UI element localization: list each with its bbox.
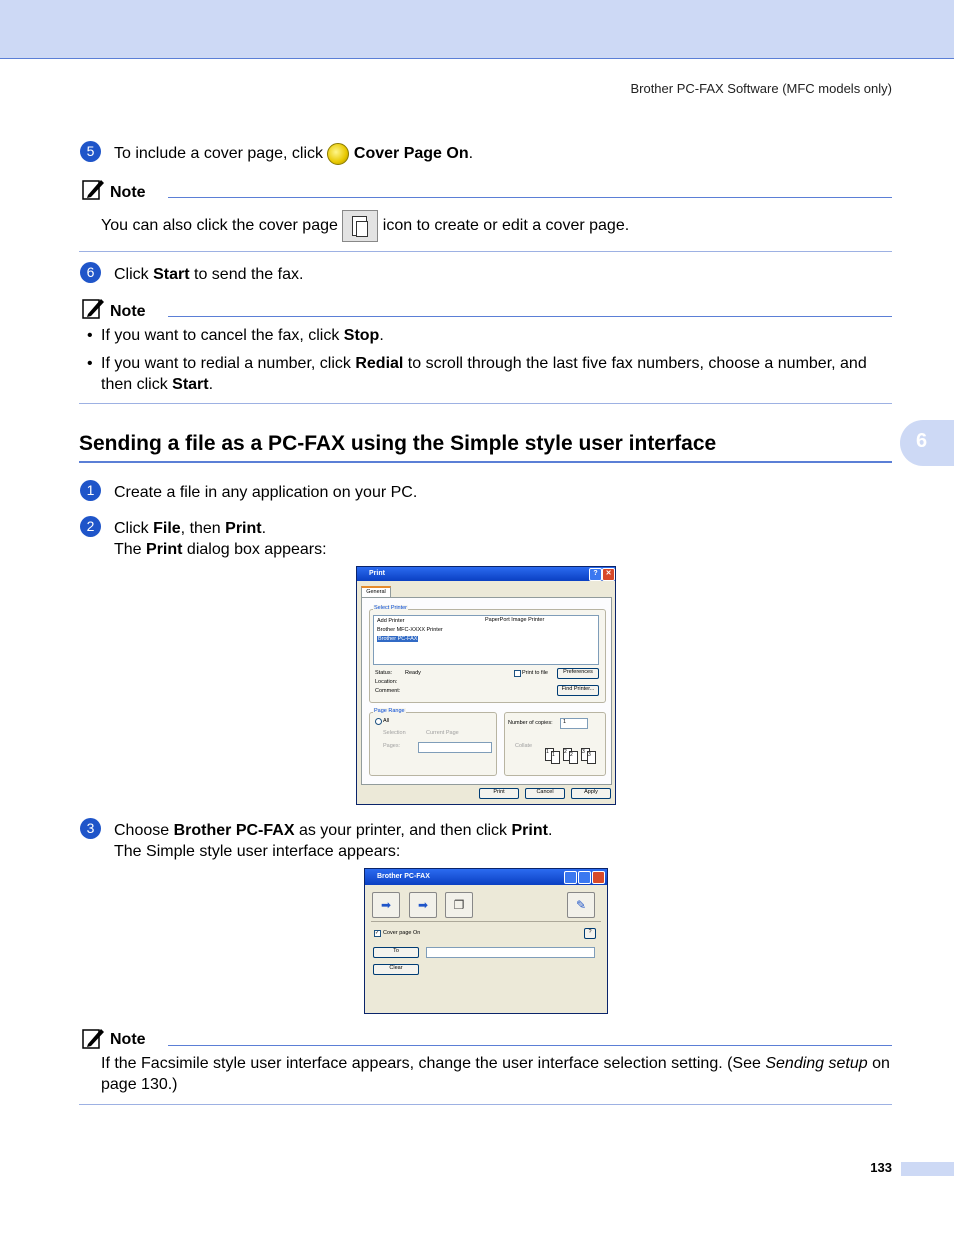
step-2-bold-print: Print xyxy=(225,520,262,537)
bullet-2-bold2: Start xyxy=(172,376,209,393)
note-3-post: on page 130.) xyxy=(101,1055,890,1093)
step-2-pre: Click xyxy=(114,520,154,537)
step-number-badge: 2 xyxy=(80,516,101,537)
status-label: Status: xyxy=(375,670,393,676)
section-heading: Sending a file as a PC-FAX using the Simple style user interface xyxy=(79,432,717,455)
help-button[interactable]: ? xyxy=(584,928,596,939)
comment-label: Comment: xyxy=(375,688,401,694)
note-3-link[interactable]: Sending setup xyxy=(765,1055,868,1072)
collate-page: 2 xyxy=(563,748,572,761)
step-3-text xyxy=(114,820,552,841)
preferences-button[interactable]: Preferences xyxy=(557,668,599,679)
tab-general[interactable]: General xyxy=(361,586,391,598)
note-top-rule xyxy=(168,1045,892,1046)
note-top-rule xyxy=(168,197,892,198)
note-2-bullet-2 xyxy=(101,353,893,395)
step-number-badge: 1 xyxy=(80,480,101,501)
note-2-bullet-1 xyxy=(101,325,384,346)
apply-button[interactable]: Apply xyxy=(571,788,611,799)
copies-input[interactable] xyxy=(560,718,588,729)
running-title: Brother PC-FAX Software (MFC models only) xyxy=(630,81,892,96)
cancel-button[interactable]: Cancel xyxy=(525,788,565,799)
note-1-pre: You can also click the cover page xyxy=(101,217,338,235)
footer-band xyxy=(901,1162,954,1176)
step-2-line2-post: dialog box appears: xyxy=(182,541,327,558)
step-5-bold: Cover Page On xyxy=(353,145,469,163)
note-pencil-icon xyxy=(82,178,106,200)
step-3-post: . xyxy=(547,822,553,839)
step-5-pre: To include a cover page, click xyxy=(114,145,323,163)
minimize-icon[interactable] xyxy=(564,871,577,884)
pcfax-window xyxy=(364,868,608,1014)
page-range-legend: Page Range xyxy=(374,708,405,714)
bullet-1-pre: If you want to cancel the fax, click xyxy=(101,327,344,344)
all-radio[interactable] xyxy=(375,718,382,725)
bullet-marker: • xyxy=(87,327,93,344)
chapter-tab xyxy=(900,420,954,466)
step-number-badge: 5 xyxy=(80,141,101,162)
toolbar-divider xyxy=(371,921,601,922)
select-printer-legend: Select Printer xyxy=(374,605,408,611)
help-button[interactable]: ? xyxy=(589,568,602,581)
print-button[interactable]: Print xyxy=(479,788,519,799)
copies-label: Number of copies: xyxy=(508,720,553,726)
copies-value: 1 xyxy=(563,719,567,725)
collate-page: 3 xyxy=(587,751,596,764)
note-bottom-rule xyxy=(79,1104,892,1105)
print-dialog-titlebar xyxy=(357,567,615,581)
step-number-badge: 6 xyxy=(80,262,101,283)
printer-item-mfc[interactable]: Brother MFC-XXXX Printer xyxy=(377,627,443,633)
address-book-icon[interactable]: ✎ xyxy=(567,892,595,918)
collate-page: 3 xyxy=(581,748,590,761)
collate-label: Collate xyxy=(515,743,533,749)
bullet-2-post: . xyxy=(208,376,214,393)
print-dialog xyxy=(356,566,616,805)
collate-page: 1 xyxy=(545,748,554,761)
step-1-text: Create a file in any application on your PC. xyxy=(114,484,418,501)
printer-item-paperport[interactable]: PaperPort Image Printer xyxy=(485,617,545,623)
location-label: Location: xyxy=(375,679,398,685)
close-icon[interactable] xyxy=(592,871,605,884)
note-bottom-rule xyxy=(79,251,892,252)
step-3-bold2: Print xyxy=(511,822,548,839)
selection-label: Selection xyxy=(383,730,406,736)
page-number: 133 xyxy=(870,1160,892,1175)
step-2-bold-file: File xyxy=(153,520,181,537)
find-printer-button[interactable]: Find Printer... xyxy=(557,685,599,696)
note-title: Note xyxy=(110,1031,146,1048)
step-2-line2-bold: Print xyxy=(146,541,183,558)
collate-page: 2 xyxy=(569,751,578,764)
step-2-line-2 xyxy=(114,539,327,560)
step-3-bold: Brother PC-FAX xyxy=(173,822,295,839)
current-page-label: Current Page xyxy=(426,730,459,736)
note-3-pre: If the Facsimile style user interface appears, change the user interface selection setting. (See xyxy=(101,1055,766,1072)
close-button[interactable]: ✕ xyxy=(602,568,615,581)
heading-rule xyxy=(79,461,892,463)
step-5-text xyxy=(114,143,473,165)
bullet-2-bold: Redial xyxy=(355,355,404,372)
step-6-pre: Click xyxy=(114,266,154,283)
step-3-line-2: The Simple style user interface appears: xyxy=(114,843,401,860)
maximize-icon[interactable] xyxy=(578,871,591,884)
bullet-1-bold: Stop xyxy=(343,327,380,344)
bullet-2-mid: to scroll through the last five fax numbers, choose a number, and then click xyxy=(101,355,867,393)
chapter-number: 6 xyxy=(916,430,928,452)
status-value: Ready xyxy=(405,670,421,676)
step-2-line2-pre: The xyxy=(114,541,147,558)
all-label: All xyxy=(383,718,390,724)
fax-number-input[interactable] xyxy=(426,947,595,958)
header-band xyxy=(0,0,954,59)
note-title: Note xyxy=(110,303,146,320)
send-fax-alt-icon[interactable]: ➡ xyxy=(409,892,437,918)
bullet-marker: • xyxy=(87,355,93,372)
collate-preview xyxy=(545,748,595,764)
note-1-text xyxy=(101,210,629,242)
step-number-badge: 3 xyxy=(80,818,101,839)
send-fax-icon[interactable]: ➡ xyxy=(372,892,400,918)
cover-page-icon[interactable]: ❐ xyxy=(445,892,473,918)
pcfax-titlebar xyxy=(365,869,607,885)
note-top-rule xyxy=(168,316,892,317)
pages-label: Pages: xyxy=(383,743,401,749)
print-dialog-title: Print xyxy=(369,570,385,577)
step-6-text xyxy=(114,264,303,285)
note-bottom-rule xyxy=(79,403,892,404)
note-pencil-icon xyxy=(82,297,106,319)
step-3-pre: Choose xyxy=(114,822,174,839)
printer-item-pcfax[interactable]: Brother PC-FAX xyxy=(378,636,418,642)
cover-page-on-icon xyxy=(327,143,349,165)
pages-input[interactable] xyxy=(418,742,492,753)
step-6-post: to send the fax. xyxy=(189,266,304,283)
cover-page-checkbox[interactable]: ✓ xyxy=(375,930,380,936)
note-1-post: icon to create or edit a cover page. xyxy=(382,217,630,235)
printer-item-add[interactable]: Add Printer xyxy=(377,618,405,624)
step-2-text xyxy=(114,518,266,539)
bullet-1-post: . xyxy=(379,327,384,344)
note-title: Note xyxy=(110,184,146,201)
clear-button[interactable]: Clear xyxy=(373,964,419,975)
to-button[interactable]: To xyxy=(373,947,419,958)
step-5-post: . xyxy=(468,145,474,163)
note-3-text xyxy=(101,1053,893,1095)
bullet-2-pre: If you want to redial a number, click xyxy=(101,355,356,372)
note-pencil-icon xyxy=(82,1027,106,1049)
step-6-bold: Start xyxy=(153,266,190,283)
step-2-post: . xyxy=(261,520,267,537)
step-2-mid: , then xyxy=(180,520,226,537)
print-to-file-label: Print to file xyxy=(522,670,548,676)
print-to-file-checkbox[interactable] xyxy=(514,670,521,677)
cover-page-icon xyxy=(342,210,378,242)
pcfax-title: Brother PC-FAX xyxy=(377,873,430,880)
collate-page: 1 xyxy=(551,751,560,764)
cover-page-label: Cover page On xyxy=(383,930,421,936)
step-3-mid: as your printer, and then click xyxy=(294,822,512,839)
